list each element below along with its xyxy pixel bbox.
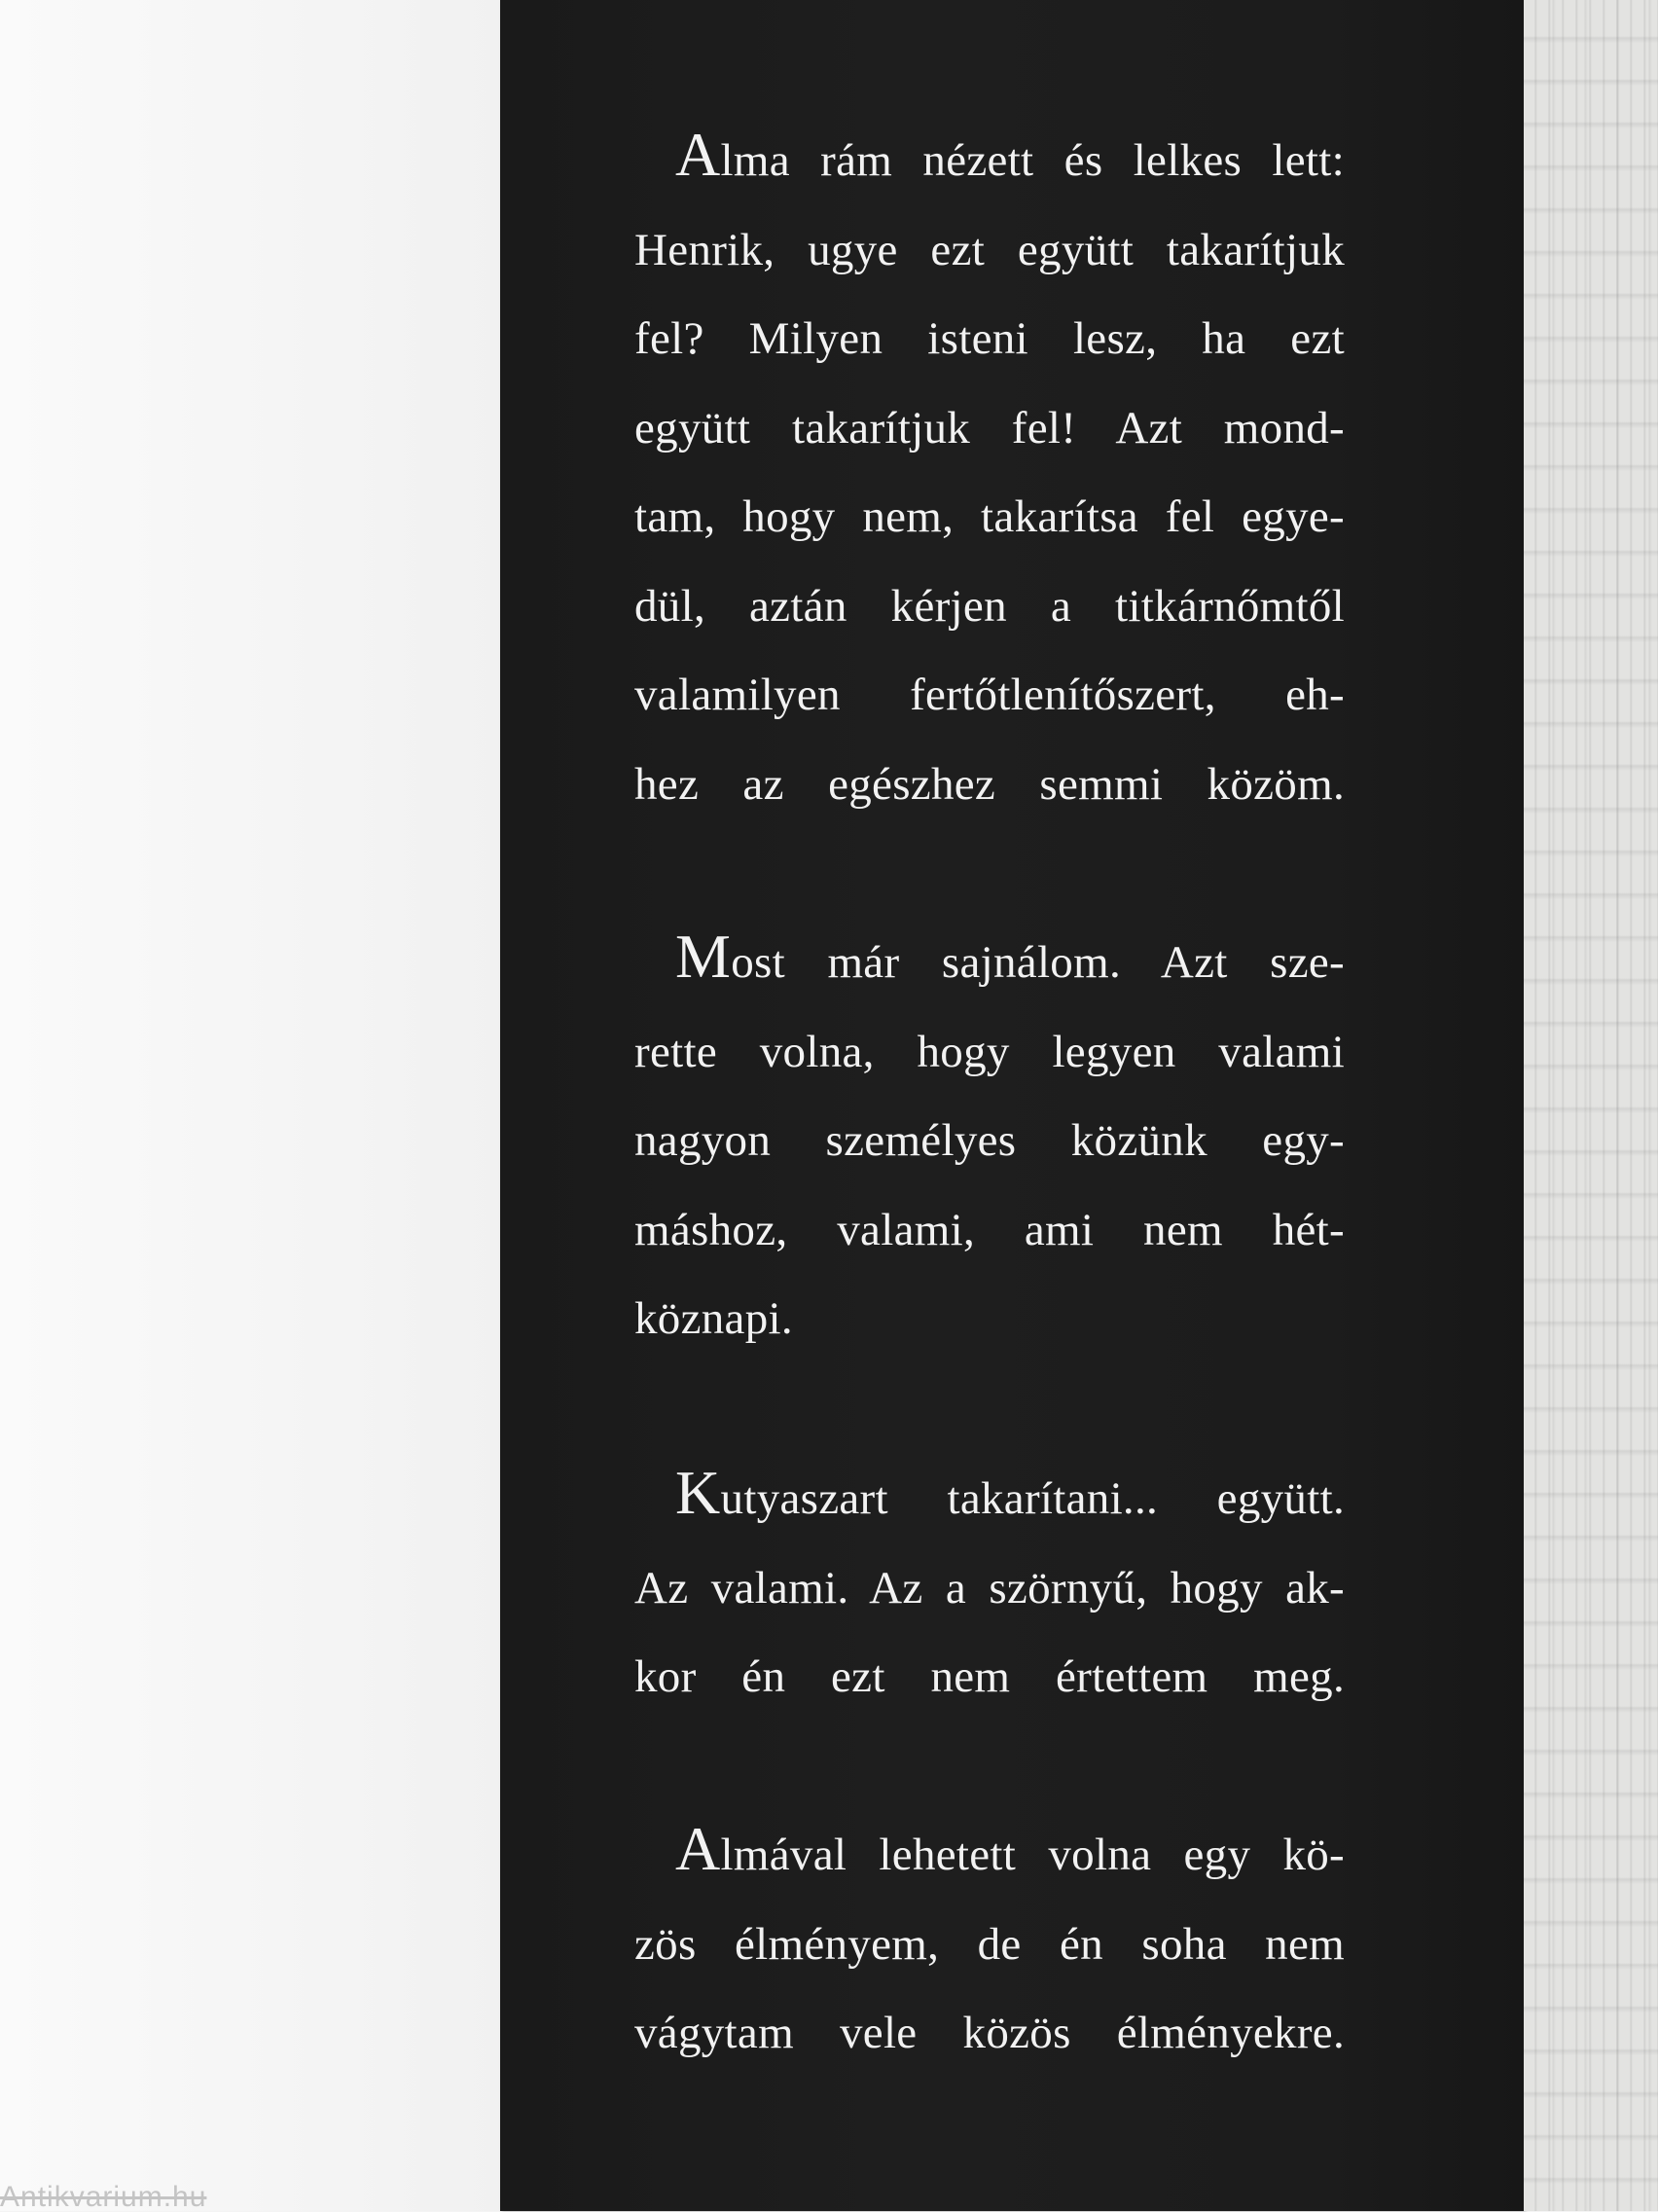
paragraph-1	[634, 117, 1345, 829]
paragraph-line: valamilyen fertőtlenítőszert, eh-	[634, 670, 1345, 720]
paragraph-line: Henrik, ugye ezt együtt takarítjuk	[634, 224, 1345, 275]
initial-letter: A	[675, 1814, 721, 1883]
paragraph-4	[634, 1811, 1345, 2079]
paragraph-line: köznapi.	[634, 1293, 793, 1344]
paragraph-3	[634, 1455, 1345, 1722]
paragraph-line: fel? Milyen isteni lesz, ha ezt	[634, 313, 1345, 364]
initial-letter: K	[675, 1458, 721, 1527]
paragraph-line: kor én ezt nem értettem meg.	[634, 1651, 1345, 1702]
initial-letter: M	[675, 922, 732, 991]
paragraph-line: máshoz, valami, ami nem hét-	[634, 1204, 1345, 1255]
paragraph-line: dül, aztán kérjen a titkárnőmtől	[634, 580, 1345, 632]
paragraph-line: Alma rám nézett és lelkes lett:	[675, 120, 1345, 189]
paragraph-line: Az valami. Az a szörnyű, hogy ak-	[634, 1562, 1345, 1614]
paragraph-line: Kutyaszart takarítani... együtt.	[675, 1458, 1345, 1527]
paragraph-line: hez az egészhez semmi közöm.	[634, 758, 1345, 810]
paragraph-line: Almával lehetett volna egy kö-	[675, 1814, 1345, 1883]
paragraph-2	[634, 919, 1345, 1364]
initial-letter: A	[675, 120, 721, 189]
paragraph-line: tam, hogy nem, takarítsa fel egye-	[634, 491, 1345, 542]
paragraph-line: rette volna, hogy legyen valami	[634, 1026, 1345, 1077]
paragraph-line: zös élményem, de én soha nem	[634, 1918, 1345, 1970]
paragraph-line: együtt takarítjuk fel! Azt mond-	[634, 402, 1345, 453]
paragraph-line: nagyon személyes közünk egy-	[634, 1115, 1345, 1166]
wood-texture-strip	[1524, 0, 1658, 2211]
left-margin	[0, 0, 500, 2211]
watermark-text: Antikvarium.hu	[0, 2183, 207, 2212]
paragraph-line: Most már sajnálom. Azt sze-	[675, 922, 1345, 991]
paragraph-line: vágytam vele közös élményekre.	[634, 2008, 1345, 2058]
